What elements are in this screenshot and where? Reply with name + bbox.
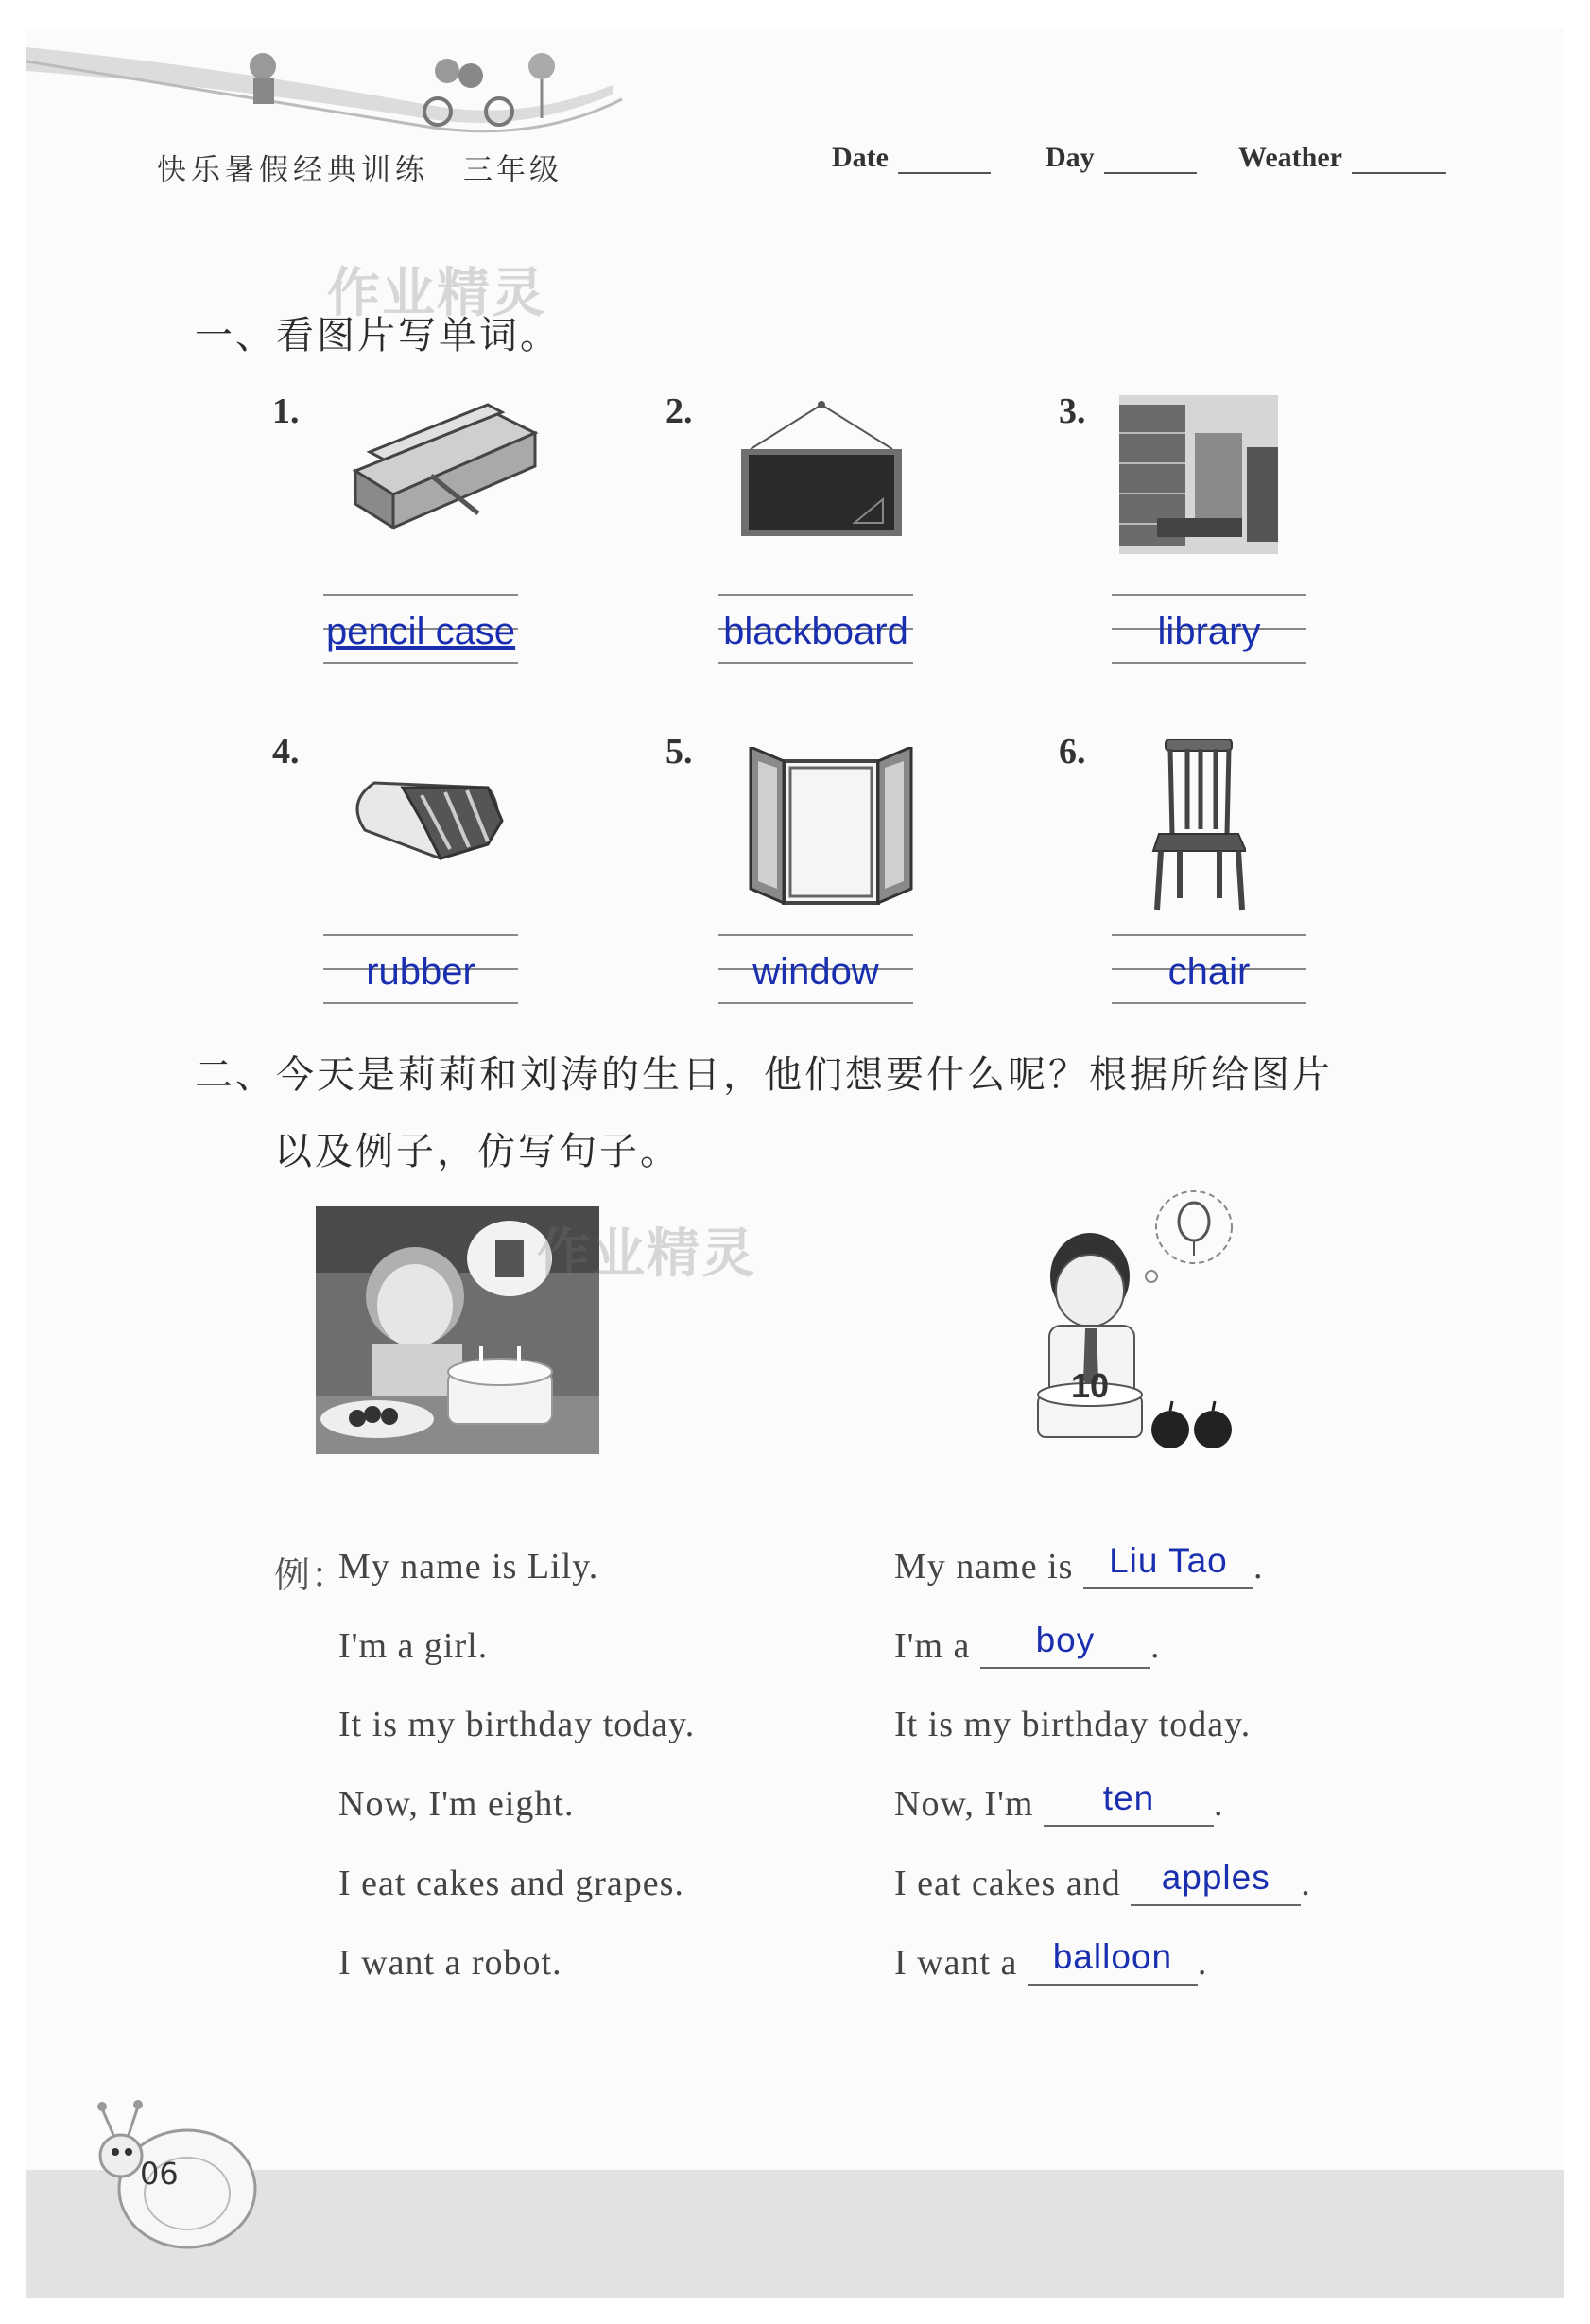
fill-line-4-before: Now, I'm — [894, 1784, 1034, 1824]
fill-answer-6: balloon — [1052, 1937, 1173, 1976]
day-label: Day — [1046, 142, 1095, 173]
answer-2-text: blackboard — [723, 611, 908, 652]
example-line-1: My name is Lily. — [338, 1547, 599, 1587]
blackboard-picture — [732, 400, 911, 542]
item-1-number: 1. — [272, 391, 300, 431]
fill-blank-4[interactable] — [1044, 1778, 1214, 1827]
page-number: 06 — [140, 2156, 179, 2192]
item-2-number: 2. — [665, 391, 693, 431]
fill-answer-5: apples — [1161, 1858, 1270, 1897]
example-line-2: I'm a girl. — [338, 1626, 489, 1666]
answer-4[interactable] — [323, 934, 518, 1002]
answer-3[interactable] — [1112, 594, 1306, 662]
library-picture — [1119, 395, 1278, 554]
fill-blank-5[interactable] — [1131, 1858, 1301, 1906]
fill-line-2 — [894, 1621, 1161, 1669]
item-5-number: 5. — [665, 732, 693, 772]
example-label: 例： — [274, 1554, 349, 1596]
example-line-5: I eat cakes and grapes. — [338, 1864, 684, 1903]
weather-field — [1238, 142, 1446, 174]
answer-2[interactable] — [718, 594, 913, 662]
item-6-number: 6. — [1059, 732, 1086, 772]
liu-tao-birthday-picture — [991, 1182, 1246, 1466]
answer-5[interactable] — [718, 934, 913, 1002]
fill-line-6 — [894, 1937, 1208, 1986]
fill-line-2-after: . — [1149, 1626, 1161, 1666]
watermark-2: 作业精灵 — [537, 1223, 756, 1285]
fill-line-4 — [894, 1778, 1224, 1827]
fill-line-1-after: . — [1253, 1547, 1264, 1587]
fill-answer-2: boy — [1035, 1621, 1096, 1659]
fill-line-5-before: I eat cakes and — [894, 1864, 1121, 1903]
fill-answer-1: Liu Tao — [1109, 1541, 1228, 1580]
fill-line-3-text: It is my birthday today. — [894, 1705, 1252, 1744]
date-blank[interactable] — [898, 144, 991, 174]
date-field — [832, 142, 991, 174]
fill-line-5-after: . — [1301, 1864, 1311, 1903]
item-3-number: 3. — [1059, 391, 1086, 431]
pencil-case-picture — [346, 395, 544, 537]
workbook-page — [26, 28, 1564, 2298]
fill-line-1 — [894, 1541, 1264, 1589]
fill-blank-6[interactable] — [1028, 1937, 1198, 1986]
answer-6-text: chair — [1167, 951, 1251, 993]
book-title: 快乐暑假经典训练 — [157, 153, 429, 187]
watermark: 作业精灵 — [327, 263, 546, 324]
fill-answer-4: ten — [1102, 1778, 1155, 1817]
day-blank[interactable] — [1104, 144, 1197, 174]
date-label: Date — [832, 142, 889, 173]
fill-blank-1[interactable] — [1083, 1541, 1253, 1589]
answer-3-text: library — [1157, 611, 1261, 652]
fill-blank-2[interactable] — [980, 1621, 1150, 1669]
snail-mascot-icon — [93, 2090, 282, 2260]
answer-5-text: window — [752, 951, 879, 993]
weather-blank[interactable] — [1352, 144, 1446, 174]
item-4-number: 4. — [272, 732, 300, 772]
chair-picture — [1151, 739, 1246, 914]
answer-6[interactable] — [1112, 934, 1306, 1002]
rubber-picture — [346, 764, 507, 868]
fill-line-2-before: I'm a — [894, 1626, 971, 1666]
example-line-6: I want a robot. — [338, 1943, 562, 1983]
window-picture — [741, 747, 921, 917]
fill-line-6-before: I want a — [894, 1943, 1018, 1983]
section-2-title-line-1: 二、今天是莉莉和刘涛的生日，他们想要什么呢？根据所给图片 — [195, 1053, 1333, 1097]
section-1-title: 一、看图片写单词。 — [195, 314, 561, 357]
fill-line-5 — [894, 1858, 1311, 1906]
weather-label: Weather — [1238, 142, 1342, 173]
fill-line-1-before: My name is — [894, 1547, 1074, 1587]
example-line-3: It is my birthday today. — [338, 1705, 696, 1744]
answer-1[interactable] — [323, 594, 518, 662]
fill-line-4-after: . — [1213, 1784, 1224, 1824]
fill-line-3 — [894, 1704, 1251, 1745]
header-banner-illustration — [26, 28, 631, 161]
answer-4-text: rubber — [366, 951, 475, 993]
answer-1-text: pencil case — [325, 611, 516, 652]
day-field — [1046, 142, 1197, 174]
section-2-title-line-2: 以及例子，仿写句子。 — [274, 1130, 681, 1173]
fill-line-6-after: . — [1197, 1943, 1208, 1983]
cake-number: 10 — [1070, 1366, 1110, 1405]
example-line-4: Now, I'm eight. — [338, 1784, 575, 1824]
grade-label: 三年级 — [463, 153, 562, 187]
